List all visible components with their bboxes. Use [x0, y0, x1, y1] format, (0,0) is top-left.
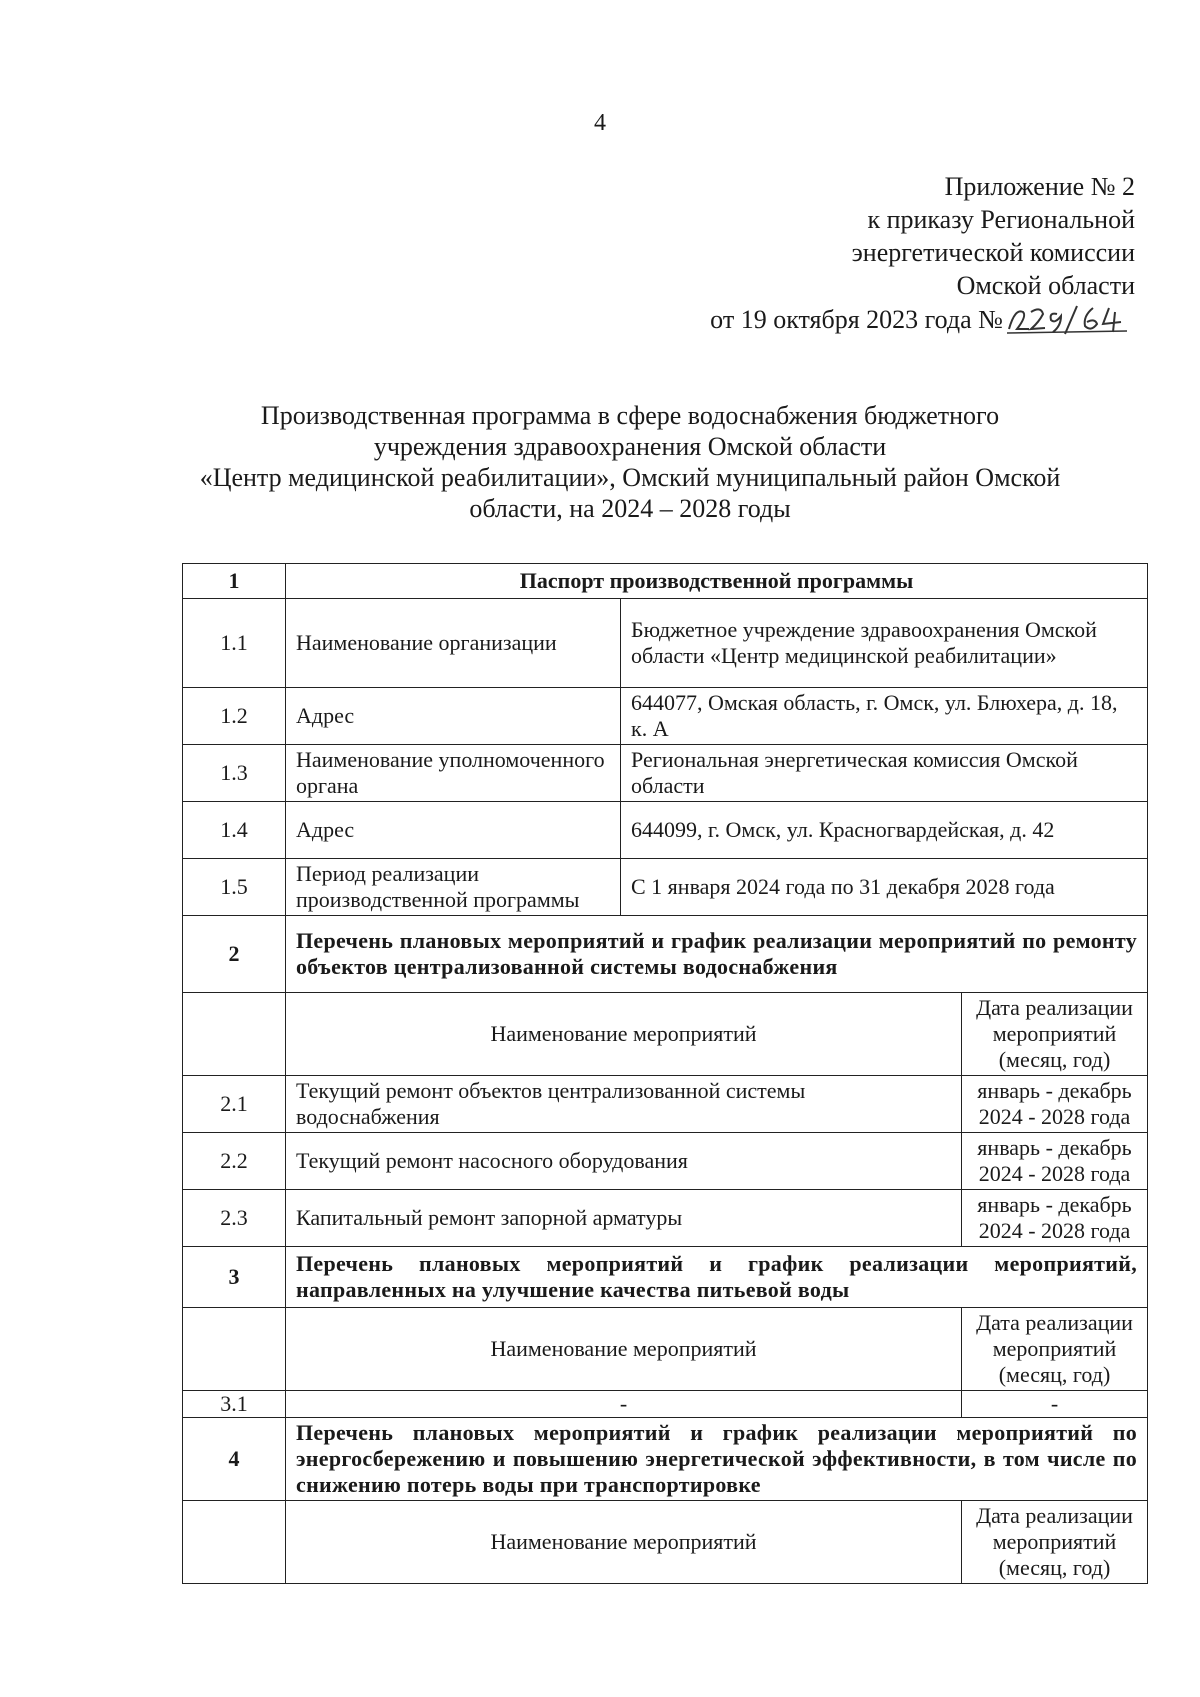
title-line-4: области, на 2024 – 2028 годы [469, 494, 791, 523]
annex-line-4: Омской области [956, 271, 1135, 300]
row-activity: Текущий ремонт объектов централизованной системы водоснабжения [286, 1076, 962, 1133]
document-title [150, 400, 1110, 524]
row-activity: Текущий ремонт насосного оборудования [286, 1133, 962, 1190]
section-number: 1 [183, 564, 286, 599]
row-activity: - [286, 1391, 962, 1418]
row-number: 2.3 [183, 1190, 286, 1247]
section-title: Перечень плановых мероприятий и график реализации мероприятий, направленных на улучшение качества питьевой воды [286, 1247, 1148, 1308]
handwritten-order-number [1005, 302, 1135, 336]
table-row [183, 1190, 1148, 1247]
section-number: 3 [183, 1247, 286, 1308]
section-title: Перечень плановых мероприятий и график реализации мероприятий по ремонту объектов централизованной системы водоснабжения [286, 916, 1148, 993]
row-date: январь - декабрь 2024 - 2028 года [962, 1190, 1148, 1247]
row-number: 1.1 [183, 599, 286, 688]
column-header-name: Наименование мероприятий [286, 1308, 962, 1391]
row-date: январь - декабрь 2024 - 2028 года [962, 1133, 1148, 1190]
row-number: 1.2 [183, 688, 286, 745]
annex-header [710, 170, 1135, 336]
column-header-date: Дата реализации мероприятий (месяц, год) [962, 993, 1148, 1076]
row-value: 644099, г. Омск, ул. Красногвардейская, д. 42 [621, 802, 1148, 859]
title-line-2: учреждения здравоохранения Омской области [373, 432, 887, 461]
order-date: от 19 октября 2023 года № [710, 305, 1003, 334]
row-number: 2.2 [183, 1133, 286, 1190]
table-row [183, 745, 1148, 802]
title-line-3: «Центр медицинской реабилитации», Омский муниципальный район Омской [199, 463, 1061, 492]
row-value: Региональная энергетическая комиссия Омской области [621, 745, 1148, 802]
program-table [182, 563, 1148, 1584]
row-date: январь - декабрь 2024 - 2028 года [962, 1076, 1148, 1133]
row-label: Наименование уполномоченного органа [286, 745, 621, 802]
section-3-header [183, 1247, 1148, 1308]
row-value: 644077, Омская область, г. Омск, ул. Блюхера, д. 18, к. А [621, 688, 1148, 745]
table-row [183, 1133, 1148, 1190]
page-number: 4 [594, 110, 606, 136]
section-4-header [183, 1418, 1148, 1501]
column-header-row [183, 993, 1148, 1076]
row-number: 1.4 [183, 802, 286, 859]
row-value: С 1 января 2024 года по 31 декабря 2028 года [621, 859, 1148, 916]
column-header-row [183, 1501, 1148, 1584]
empty-cell [183, 1501, 286, 1584]
section-title: Перечень плановых мероприятий и график реализации мероприятий по энергосбережению и повышению энергетической эффективности, в том числе по снижению потерь воды при транспортировке [286, 1418, 1148, 1501]
column-header-row [183, 1308, 1148, 1391]
annex-line-2: к приказу Региональной [867, 205, 1135, 234]
row-number: 1.5 [183, 859, 286, 916]
annex-line-1: Приложение № 2 [944, 172, 1135, 201]
annex-line-3: энергетической комиссии [851, 238, 1135, 267]
table-row [183, 1391, 1148, 1418]
column-header-name: Наименование мероприятий [286, 1501, 962, 1584]
section-1-header [183, 564, 1148, 599]
section-2-header [183, 916, 1148, 993]
row-value: Бюджетное учреждение здравоохранения Омской области «Центр медицинской реабилитации» [621, 599, 1148, 688]
section-title: Паспорт производственной программы [286, 564, 1148, 599]
row-number: 2.1 [183, 1076, 286, 1133]
column-header-date: Дата реализации мероприятий (месяц, год) [962, 1501, 1148, 1584]
empty-cell [183, 993, 286, 1076]
title-line-1: Производственная программа в сфере водоснабжения бюджетного [260, 401, 1000, 430]
empty-cell [183, 1308, 286, 1391]
table-row [183, 1076, 1148, 1133]
column-header-date: Дата реализации мероприятий (месяц, год) [962, 1308, 1148, 1391]
table-row [183, 859, 1148, 916]
table-row [183, 688, 1148, 745]
section-number: 2 [183, 916, 286, 993]
row-label: Наименование организации [286, 599, 621, 688]
table-row [183, 802, 1148, 859]
table-row [183, 599, 1148, 688]
row-number: 1.3 [183, 745, 286, 802]
row-label: Адрес [286, 688, 621, 745]
row-date: - [962, 1391, 1148, 1418]
row-activity: Капитальный ремонт запорной арматуры [286, 1190, 962, 1247]
row-label: Адрес [286, 802, 621, 859]
section-number: 4 [183, 1418, 286, 1501]
row-number: 3.1 [183, 1391, 286, 1418]
row-label: Период реализации производственной программы [286, 859, 621, 916]
annex-line-5 [710, 302, 1135, 336]
column-header-name: Наименование мероприятий [286, 993, 962, 1076]
